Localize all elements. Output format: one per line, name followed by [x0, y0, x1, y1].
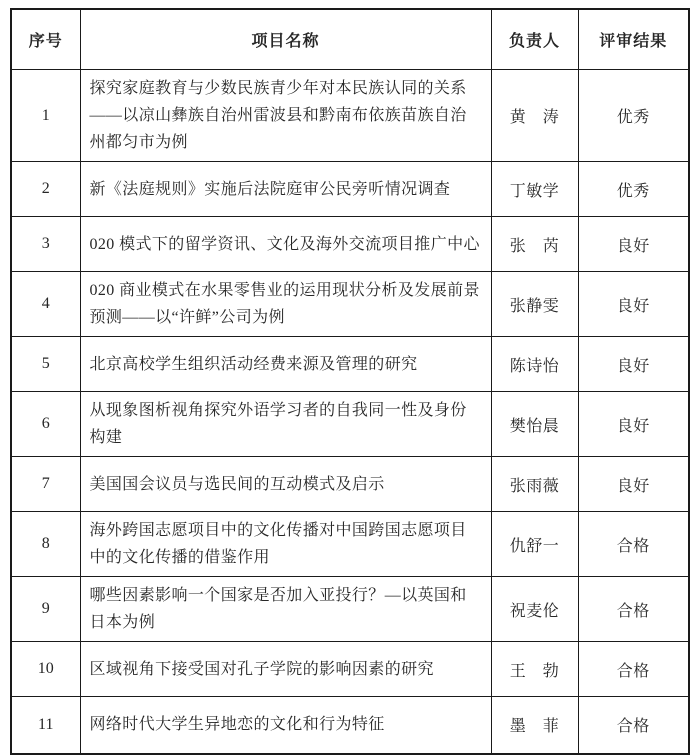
table-row: [11, 162, 689, 217]
project-name-cell: 020 商业模式在水果零售业的运用现状分析及发展前景预测——以“许鲜”公司为例: [80, 272, 491, 337]
row-number-cell: 11: [11, 697, 80, 754]
leader-cell: 黄 涛: [491, 70, 578, 162]
project-name-cell: 北京高校学生组织活动经费来源及管理的研究: [80, 337, 491, 392]
row-number-cell: 6: [11, 392, 80, 457]
result-cell: 良好: [578, 217, 689, 272]
project-name-cell: 哪些因素影响一个国家是否加入亚投行？—以英国和日本为例: [80, 577, 491, 642]
result-cell: 良好: [578, 392, 689, 457]
row-number-cell: 1: [11, 70, 80, 162]
leader-cell: 樊怡晨: [491, 392, 578, 457]
result-cell: 良好: [578, 457, 689, 512]
column-header-number: 序号: [11, 9, 80, 70]
table-row: [11, 70, 689, 162]
row-number-cell: 3: [11, 217, 80, 272]
table-row: [11, 217, 689, 272]
table-body: [11, 70, 689, 754]
table-row: [11, 577, 689, 642]
column-header-result: 评审结果: [578, 9, 689, 70]
leader-cell: 陈诗怡: [491, 337, 578, 392]
leader-cell: 张雨薇: [491, 457, 578, 512]
table-row: [11, 337, 689, 392]
project-name-cell: 从现象图析视角探究外语学习者的自我同一性及身份构建: [80, 392, 491, 457]
result-cell: 优秀: [578, 162, 689, 217]
table-row: [11, 457, 689, 512]
result-cell: 合格: [578, 642, 689, 697]
leader-cell: 王 勃: [491, 642, 578, 697]
project-name-cell: 探究家庭教育与少数民族青少年对本民族认同的关系——以凉山彝族自治州雷波县和黔南布依族苗族自治州都匀市为例: [80, 70, 491, 162]
table-header: [11, 9, 689, 70]
row-number-cell: 5: [11, 337, 80, 392]
result-cell: 合格: [578, 697, 689, 754]
result-cell: 合格: [578, 512, 689, 577]
column-header-leader: 负责人: [491, 9, 578, 70]
leader-cell: 仇舒一: [491, 512, 578, 577]
leader-cell: 祝麦伦: [491, 577, 578, 642]
project-name-cell: 美国国会议员与选民间的互动模式及启示: [80, 457, 491, 512]
row-number-cell: 7: [11, 457, 80, 512]
review-results-table: [10, 8, 690, 755]
result-cell: 良好: [578, 337, 689, 392]
table-row: [11, 697, 689, 754]
header-row: [11, 9, 689, 70]
project-name-cell: 020 模式下的留学资讯、文化及海外交流项目推广中心: [80, 217, 491, 272]
result-cell: 合格: [578, 577, 689, 642]
row-number-cell: 9: [11, 577, 80, 642]
project-name-cell: 新《法庭规则》实施后法院庭审公民旁听情况调查: [80, 162, 491, 217]
result-cell: 优秀: [578, 70, 689, 162]
table-row: [11, 642, 689, 697]
column-header-project-name: 项目名称: [80, 9, 491, 70]
table-row: [11, 272, 689, 337]
table-row: [11, 392, 689, 457]
leader-cell: 张 芮: [491, 217, 578, 272]
row-number-cell: 8: [11, 512, 80, 577]
table-row: [11, 512, 689, 577]
row-number-cell: 4: [11, 272, 80, 337]
row-number-cell: 10: [11, 642, 80, 697]
result-cell: 良好: [578, 272, 689, 337]
leader-cell: 墨 菲: [491, 697, 578, 754]
leader-cell: 张静雯: [491, 272, 578, 337]
project-name-cell: 区域视角下接受国对孔子学院的影响因素的研究: [80, 642, 491, 697]
row-number-cell: 2: [11, 162, 80, 217]
leader-cell: 丁敏学: [491, 162, 578, 217]
project-name-cell: 网络时代大学生异地恋的文化和行为特征: [80, 697, 491, 754]
project-name-cell: 海外跨国志愿项目中的文化传播对中国跨国志愿项目中的文化传播的借鉴作用: [80, 512, 491, 577]
